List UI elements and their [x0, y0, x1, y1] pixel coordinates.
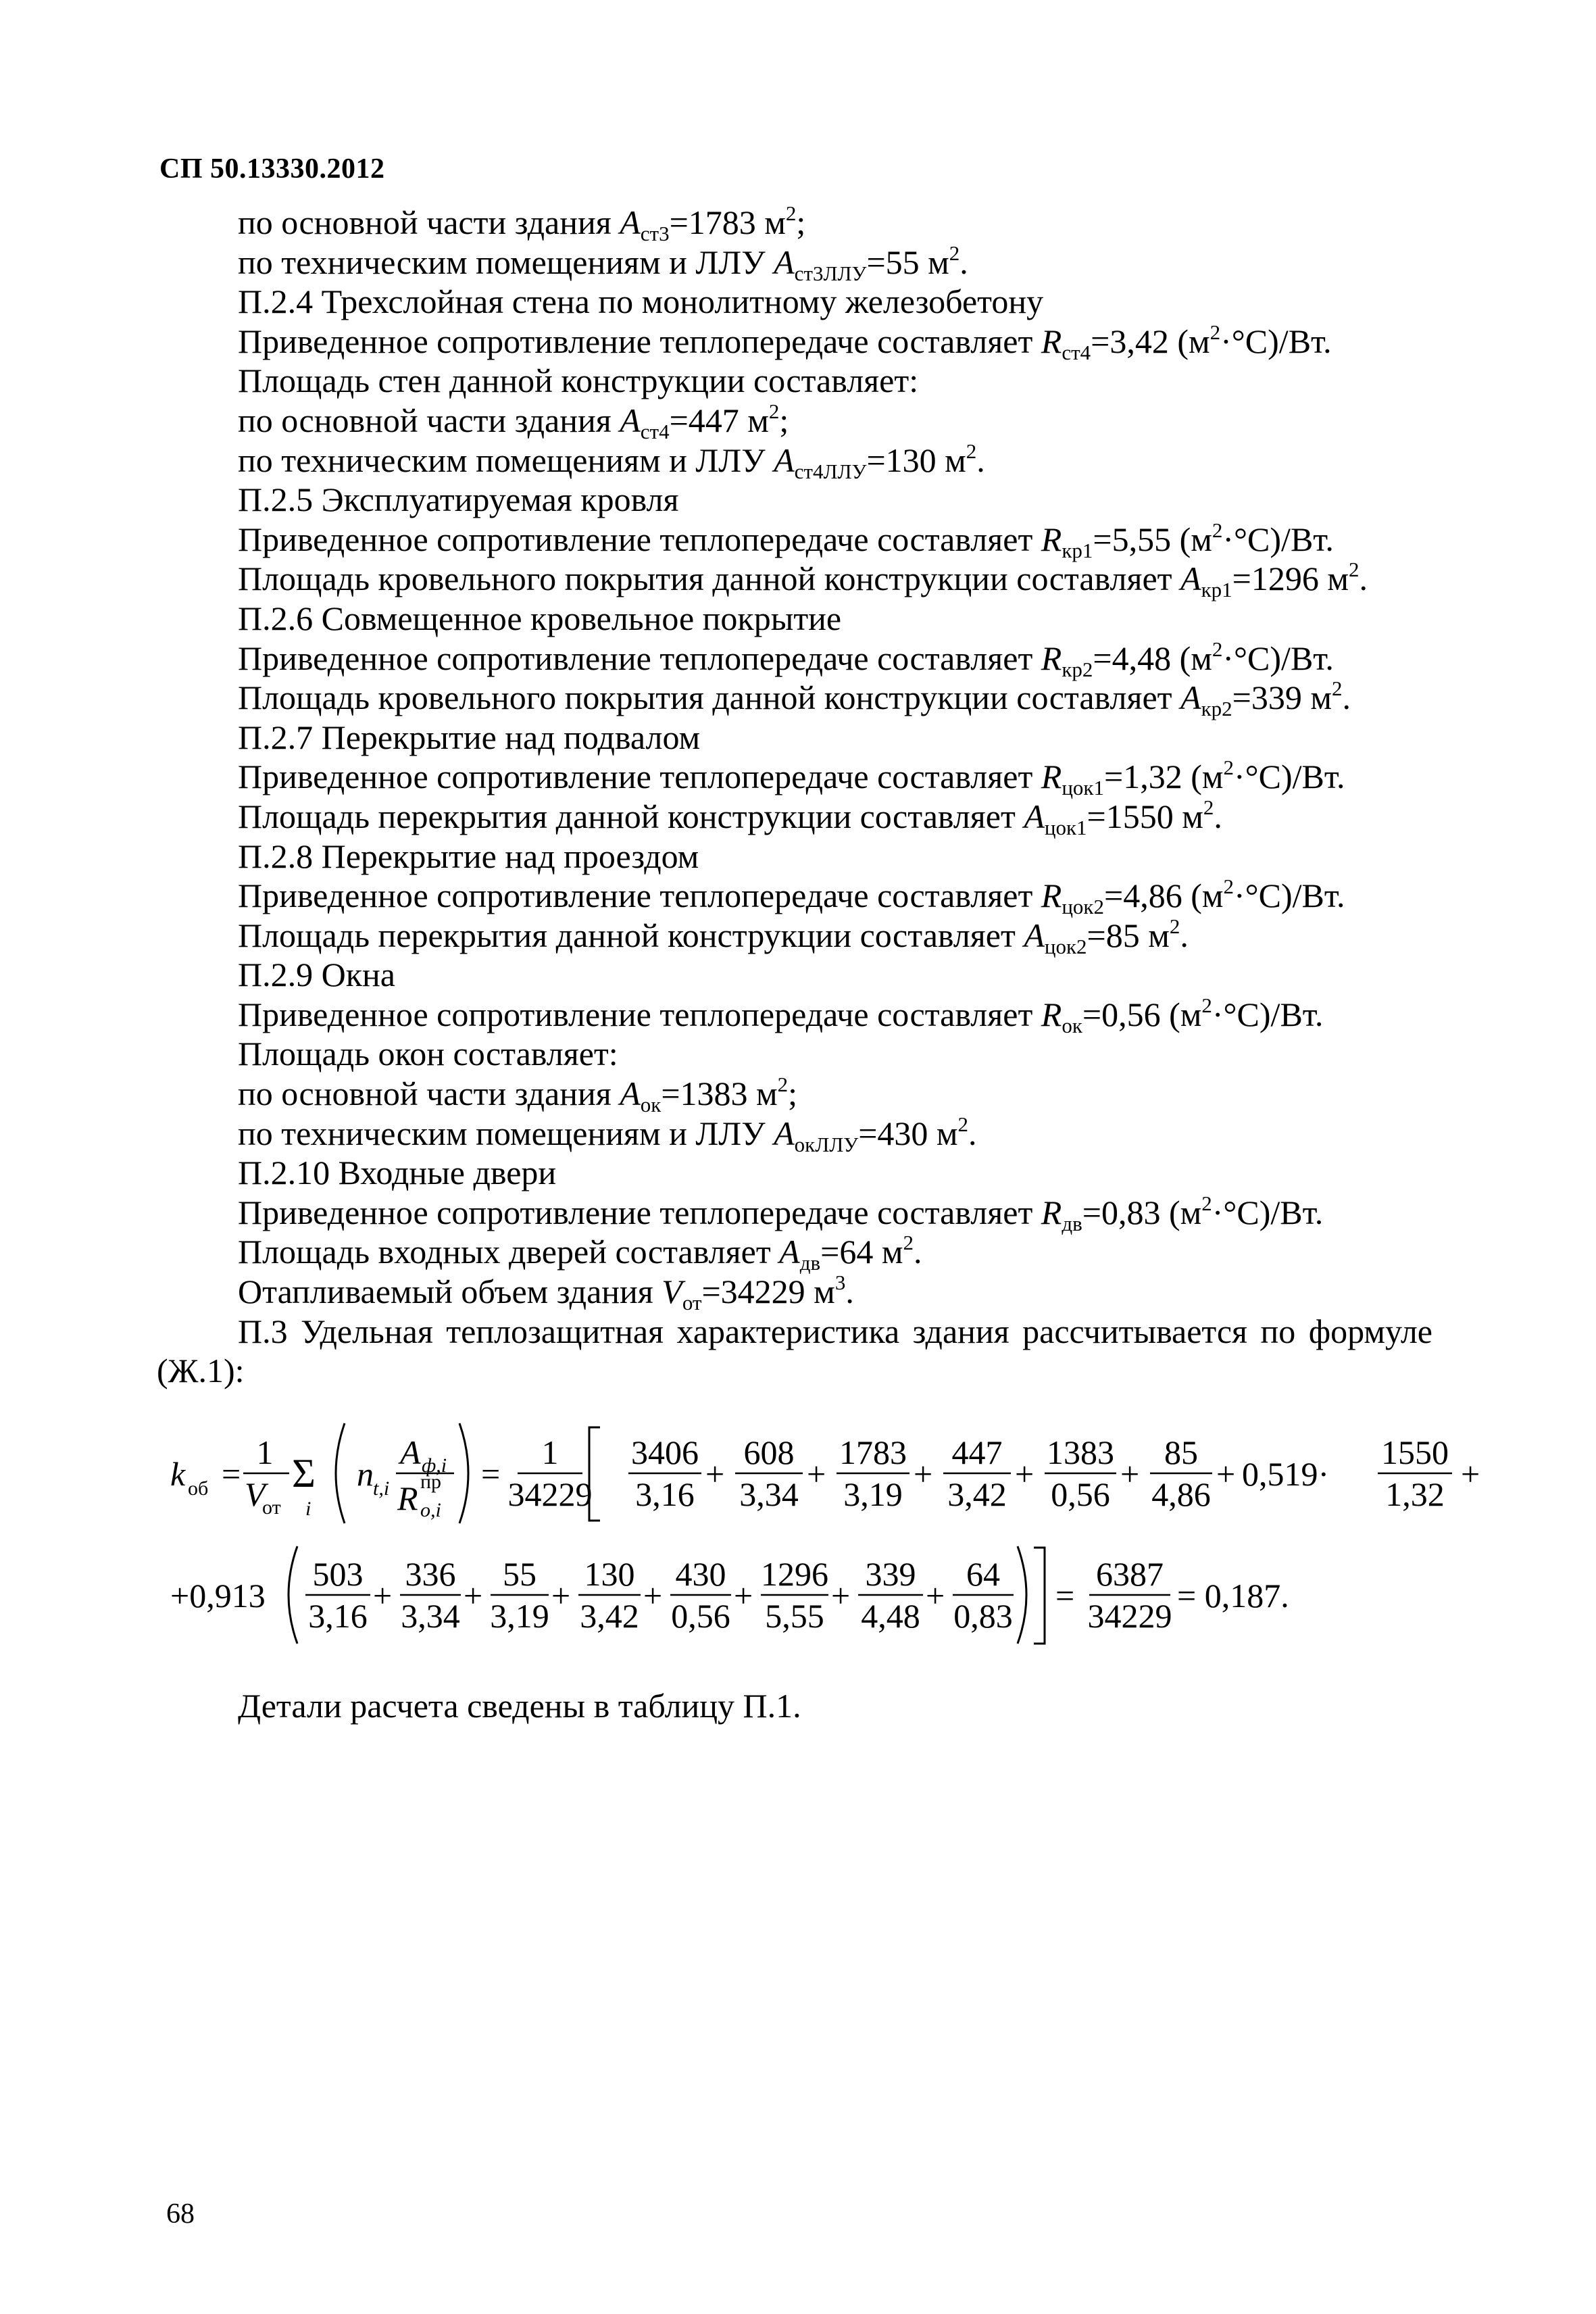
variable-symbol: R — [1041, 322, 1062, 360]
heat-protection-formula — [157, 1399, 1480, 1683]
line-text: по техническим помещениям и ЛЛУ — [238, 243, 774, 281]
plus-sign: + — [734, 1577, 753, 1615]
line-text: по основной части здания — [238, 203, 620, 241]
fraction-numerator: 55 — [503, 1555, 537, 1593]
unit-exponent: 2 — [1212, 637, 1223, 661]
term-coefficient: n — [357, 1455, 374, 1493]
variable-symbol: R — [1041, 995, 1062, 1033]
value-text: =55 м — [866, 243, 949, 281]
variable-subscript: ст4 — [1062, 340, 1091, 364]
line-ending: ·°С)/Вт. — [1234, 877, 1345, 915]
fraction-numerator: 608 — [743, 1433, 795, 1471]
text-line — [238, 203, 1441, 243]
unit-exponent: 2 — [966, 439, 977, 463]
fraction-numerator: 1 — [541, 1433, 559, 1471]
variable-subscript: цок2 — [1062, 895, 1104, 919]
variable-symbol: R — [1041, 877, 1062, 915]
document-body — [157, 201, 1441, 1391]
fraction-numerator: 1383 — [1047, 1433, 1114, 1471]
variable-symbol: R — [1041, 1193, 1062, 1231]
value-text: =430 м — [858, 1114, 958, 1152]
value-text: =5,55 (м — [1093, 520, 1212, 558]
fraction-denominator: 3,34 — [401, 1597, 460, 1635]
text-line — [238, 1231, 1441, 1275]
line-text: Площадь перекрытия данной конструкции составляет — [238, 797, 1024, 835]
value-text: =1,32 (м — [1104, 758, 1224, 796]
line-text: П.2.9 Окна — [238, 956, 395, 994]
text-line — [238, 241, 1441, 285]
line-ending: ·°С)/Вт. — [1220, 322, 1332, 360]
closing-sentence: Детали расчета сведены в таблицу П.1. — [238, 1687, 801, 1725]
denominator-superscript: пр — [420, 1471, 442, 1493]
fraction-denominator: 1,32 — [1385, 1475, 1445, 1513]
text-line — [238, 1073, 1441, 1117]
fraction-numerator: 447 — [951, 1433, 1003, 1471]
line-text: Площадь входных дверей составляет — [238, 1233, 780, 1271]
line-text: Приведенное сопротивление теплопередаче составляет — [238, 520, 1041, 558]
plus-sign: + — [914, 1455, 933, 1493]
line-text: П.2.7 Перекрытие над подвалом — [238, 718, 701, 756]
plus-sign: + — [807, 1455, 826, 1493]
fraction-numerator: 130 — [584, 1555, 635, 1593]
term-numerator: A — [400, 1433, 421, 1471]
line-text: П.2.5 Эксплуатируемая кровля — [238, 481, 679, 519]
sum-symbol: Σ — [292, 1451, 316, 1496]
value-text: =34229 м — [701, 1273, 835, 1311]
plus-sign: + — [705, 1455, 725, 1493]
text-line — [238, 639, 1441, 679]
line-ending: . — [913, 1233, 922, 1271]
variable-symbol: A — [1180, 679, 1201, 717]
text-line — [238, 797, 1441, 837]
fraction-denominator: 3,19 — [490, 1597, 549, 1635]
variable-symbol: A — [779, 1233, 800, 1271]
value-text: =1383 м — [661, 1075, 778, 1113]
equals-sign: = — [222, 1455, 241, 1493]
variable-symbol: A — [774, 243, 795, 281]
equals-sign: = — [481, 1455, 501, 1493]
fraction-denominator: 5,55 — [765, 1597, 824, 1635]
unit-exponent: 2 — [1210, 320, 1221, 344]
left-paren — [336, 1423, 345, 1523]
variable-symbol: A — [620, 203, 641, 241]
unit-exponent: 2 — [1331, 676, 1343, 701]
variable-symbol: A — [620, 401, 641, 439]
fraction-denominator: 0,56 — [1051, 1475, 1110, 1513]
fraction-numerator: 1296 — [761, 1555, 828, 1593]
variable-subscript: ст3ЛЛУ — [794, 261, 867, 285]
variable-symbol: R — [1041, 520, 1062, 558]
line-text: по основной части здания — [238, 401, 620, 439]
line-ending: ·°С)/Вт. — [1222, 520, 1334, 558]
unit-exponent: 3 — [834, 1271, 846, 1295]
variable-subscript: ок — [640, 1093, 662, 1117]
fraction-denominator: 0,56 — [671, 1597, 730, 1635]
unit-exponent: 2 — [1223, 875, 1234, 899]
variable-symbol: A — [1024, 916, 1045, 954]
line-ending: . — [845, 1273, 854, 1311]
value-text: =4,48 (м — [1093, 639, 1212, 677]
variable-subscript: кр2 — [1201, 697, 1232, 721]
paragraph-p3-continuation: (Ж.1): — [157, 1352, 245, 1390]
value-text: =1550 м — [1087, 797, 1203, 835]
line-ending: . — [1180, 916, 1189, 954]
line-text: по техническим помещениям и ЛЛУ — [238, 441, 774, 479]
plus-sign: + — [1461, 1455, 1480, 1493]
value-text: =4,86 (м — [1104, 877, 1224, 915]
line-ending: ·°С)/Вт. — [1234, 758, 1345, 796]
unit-exponent: 2 — [1203, 795, 1214, 819]
variable-symbol: R — [1041, 758, 1062, 796]
text-line — [238, 1153, 1441, 1193]
fraction-numerator: 430 — [675, 1555, 726, 1593]
variable-subscript: ст3 — [640, 222, 670, 245]
line-ending: ·°С)/Вт. — [1212, 1193, 1324, 1231]
unit-exponent: 2 — [1201, 1191, 1212, 1215]
line-text: Площадь стен данной конструкции составляет: — [238, 362, 919, 400]
line-ending: . — [968, 1114, 977, 1152]
value-text: =0,83 (м — [1082, 1193, 1202, 1231]
value-text: =130 м — [866, 441, 966, 479]
line-ending: ·°С)/Вт. — [1222, 639, 1334, 677]
variable-subscript: кр2 — [1062, 657, 1093, 681]
line-text: Приведенное сопротивление теплопередаче составляет — [238, 639, 1041, 677]
line-text: Площадь окон составляет: — [238, 1035, 618, 1073]
variable-symbol: A — [774, 441, 795, 479]
variable-symbol: R — [1041, 639, 1062, 677]
numerator-subscript: ф,i — [422, 1454, 447, 1477]
line-text: Площадь кровельного покрытия данной конструкции составляет — [238, 679, 1181, 717]
coefficient-subscript: t,i — [373, 1477, 390, 1500]
line-text: Отапливаемый объем здания — [238, 1273, 662, 1311]
text-line — [238, 1193, 1441, 1233]
line-text: по основной части здания — [238, 1075, 620, 1113]
fraction-numerator: 85 — [1164, 1433, 1198, 1471]
line-ending: ; — [779, 401, 789, 439]
text-line — [238, 520, 1441, 560]
formula-graphic — [157, 1399, 1480, 1683]
term-denominator: R — [397, 1479, 418, 1517]
line-text: по техническим помещениям и ЛЛУ — [238, 1114, 774, 1152]
variable-symbol: A — [1024, 797, 1045, 835]
line-ending: ; — [788, 1075, 798, 1113]
fraction-denominator: 34229 — [1087, 1597, 1172, 1635]
value-text: =64 м — [820, 1233, 903, 1271]
value-text: =1296 м — [1232, 560, 1349, 598]
line-text: Приведенное сопротивление теплопередаче составляет — [238, 322, 1041, 360]
variable-subscript: дв — [1062, 1211, 1082, 1235]
coefficient: +0,913 — [170, 1577, 266, 1615]
plus-sign: + — [1216, 1455, 1236, 1493]
formula-lhs: k — [170, 1455, 186, 1493]
fraction-numerator: 6387 — [1096, 1555, 1164, 1593]
line-ending: ; — [796, 203, 806, 241]
variable-subscript: цок2 — [1044, 934, 1087, 958]
unit-exponent: 2 — [949, 241, 960, 265]
text-line — [238, 401, 1441, 441]
line-text: Площадь перекрытия данной конструкции составляет — [238, 916, 1024, 954]
fraction-denominator: V — [245, 1475, 266, 1513]
variable-subscript: ст4 — [640, 419, 670, 443]
variable-subscript: от — [682, 1291, 702, 1315]
line-text: Приведенное сопротивление теплопередаче составляет — [238, 1193, 1041, 1231]
line-text: Приведенное сопротивление теплопередаче составляет — [238, 758, 1041, 796]
fraction-denominator: 3,42 — [947, 1475, 1007, 1513]
fraction-numerator: 336 — [405, 1555, 456, 1593]
line-text: П.2.10 Входные двери — [238, 1154, 557, 1192]
text-line — [238, 718, 1441, 758]
text-line — [238, 756, 1441, 800]
variable-subscript: цок1 — [1044, 815, 1087, 839]
line-ending: . — [976, 441, 985, 479]
text-line — [238, 1114, 1441, 1154]
text-line — [238, 599, 1441, 639]
plus-sign: + — [926, 1577, 945, 1615]
line-text: Площадь кровельного покрытия данной конструкции составляет — [238, 560, 1181, 598]
plus-sign: + — [1120, 1455, 1140, 1493]
unit-exponent: 2 — [1201, 993, 1212, 1017]
coefficient: 0,519· — [1242, 1455, 1330, 1493]
text-line — [238, 441, 1441, 481]
text-line — [238, 480, 1441, 520]
unit-exponent: 2 — [1223, 756, 1234, 780]
fraction-numerator: 339 — [865, 1555, 916, 1593]
fraction-numerator: 1783 — [839, 1433, 907, 1471]
line-text: Приведенное сопротивление теплопередаче составляет — [238, 877, 1041, 915]
fraction-numerator: 3406 — [631, 1433, 699, 1471]
line-ending: . — [959, 243, 968, 281]
value-text: =339 м — [1232, 679, 1332, 717]
value-text: =0,56 (м — [1082, 995, 1202, 1033]
variable-subscript: кр1 — [1201, 578, 1232, 602]
equals-sign: = — [1055, 1577, 1075, 1615]
line-ending: ·°С)/Вт. — [1212, 995, 1324, 1033]
unit-exponent: 2 — [957, 1112, 969, 1136]
paragraph-p3: П.3 Удельная теплозащитная характеристика здания рассчитывается по формуле — [238, 1312, 1432, 1350]
text-line — [238, 558, 1441, 602]
unit-exponent: 2 — [1212, 518, 1223, 542]
value-text: =3,42 (м — [1091, 322, 1210, 360]
left-paren — [289, 1546, 297, 1644]
text-line — [238, 837, 1441, 877]
page-number: 68 — [166, 2198, 195, 2230]
fraction-denominator: 3,42 — [580, 1597, 639, 1635]
plus-sign: + — [643, 1577, 663, 1615]
unit-exponent: 2 — [1348, 558, 1360, 582]
unit-exponent: 2 — [777, 1073, 789, 1097]
line-text: П.2.6 Совмещенное кровельное покрытие — [238, 599, 842, 637]
denominator-subscript: о,i — [420, 1499, 441, 1521]
text-line — [238, 282, 1441, 322]
plus-sign: + — [464, 1577, 483, 1615]
variable-subscript: кр1 — [1062, 538, 1093, 562]
line-ending: . — [1214, 797, 1222, 835]
fraction-numerator: 1550 — [1381, 1433, 1449, 1471]
formula-lhs-subscript: об — [188, 1477, 209, 1500]
unit-exponent: 2 — [785, 201, 797, 225]
fraction-denominator: 4,86 — [1151, 1475, 1211, 1513]
fraction-numerator: 1 — [256, 1433, 274, 1471]
unit-exponent: 2 — [903, 1231, 914, 1255]
plus-sign: + — [831, 1577, 851, 1615]
value-text: =85 м — [1087, 916, 1170, 954]
variable-subscript: окЛЛУ — [794, 1132, 859, 1156]
value-text: =1783 м — [669, 203, 786, 241]
text-line — [238, 322, 1441, 362]
sum-index: i — [305, 1498, 311, 1520]
value-text: =447 м — [669, 401, 769, 439]
formula-result: = 0,187. — [1177, 1577, 1289, 1615]
text-line — [238, 955, 1441, 995]
text-line — [238, 875, 1441, 919]
fraction-denominator: 3,16 — [308, 1597, 368, 1635]
plus-sign: + — [1015, 1455, 1034, 1493]
line-ending: . — [1359, 560, 1368, 598]
fraction-denominator: 3,19 — [843, 1475, 903, 1513]
line-text: Приведенное сопротивление теплопередаче составляет — [238, 995, 1041, 1033]
text-line — [238, 1034, 1441, 1074]
text-line — [238, 1271, 1441, 1315]
variable-subscript: дв — [799, 1251, 821, 1275]
fraction-denominator: 3,34 — [739, 1475, 799, 1513]
plus-sign: + — [551, 1577, 571, 1615]
text-line — [238, 676, 1441, 721]
text-line — [238, 995, 1441, 1035]
fraction-denominator: 0,83 — [953, 1597, 1013, 1635]
variable-symbol: A — [774, 1114, 795, 1152]
denominator-subscript: от — [262, 1496, 281, 1519]
fraction-denominator: 4,48 — [861, 1597, 920, 1635]
plus-sign: + — [373, 1577, 393, 1615]
variable-symbol: V — [662, 1273, 682, 1311]
variable-subscript: ок — [1062, 1013, 1082, 1037]
fraction-denominator: 3,16 — [635, 1475, 695, 1513]
line-text: П.2.8 Перекрытие над проездом — [238, 837, 699, 875]
document-code-header: СП 50.13330.2012 — [159, 153, 385, 184]
right-paren — [459, 1423, 468, 1523]
right-bracket — [1034, 1548, 1045, 1644]
variable-subscript: цок1 — [1062, 776, 1104, 800]
variable-symbol: A — [1180, 560, 1201, 598]
unit-exponent: 2 — [1169, 914, 1180, 938]
right-paren — [1018, 1546, 1026, 1644]
line-ending: . — [1342, 679, 1351, 717]
text-line — [238, 916, 1441, 956]
fraction-denominator: 34229 — [507, 1475, 593, 1513]
text-line — [238, 361, 1441, 401]
variable-subscript: ст4ЛЛУ — [794, 459, 867, 483]
fraction-numerator: 503 — [312, 1555, 364, 1593]
line-text: П.2.4 Трехслойная стена по монолитному железобетону — [238, 282, 1044, 321]
unit-exponent: 2 — [768, 399, 780, 423]
variable-symbol: A — [620, 1075, 641, 1113]
fraction-numerator: 64 — [966, 1555, 1000, 1593]
